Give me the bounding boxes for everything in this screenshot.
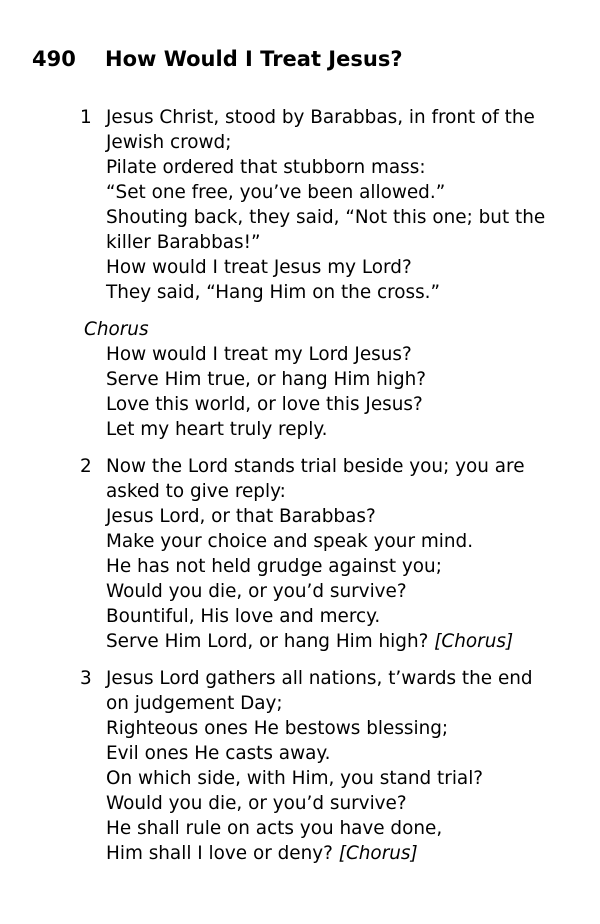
verse-line: killer Barabbas!” <box>106 232 261 253</box>
verse-line: Make your choice and speak your mind. <box>106 531 474 552</box>
verse-3 <box>80 666 580 866</box>
verse-line-text: Him shall I love or deny? <box>106 843 333 864</box>
verse-number: 1 <box>80 107 92 128</box>
verse-line: Evil ones He casts away. <box>106 743 331 764</box>
verse-line: Would you die, or you’d survive? <box>106 793 407 814</box>
verse-line: Jesus Lord gathers all nations, t’wards the end <box>106 668 533 689</box>
verse-line: Righteous ones He bestows blessing; <box>106 718 449 739</box>
verse-line-with-chorus-ref <box>106 841 580 866</box>
chorus-heading: Chorus <box>84 319 149 340</box>
chorus-lines <box>80 342 580 442</box>
hymn-number: 490 <box>32 47 76 71</box>
verse-line: How would I treat Jesus my Lord? <box>106 257 412 278</box>
chorus-reference: [Chorus] <box>338 843 418 864</box>
verse-line: on judgement Day; <box>106 693 283 714</box>
verse-line: Shouting back, they said, “Not this one; but the <box>106 207 546 228</box>
verse-line-with-chorus-ref <box>106 629 580 654</box>
verse-number: 3 <box>80 668 92 689</box>
verse-line: Jesus Christ, stood by Barabbas, in front of the <box>106 107 535 128</box>
verse-line: “Set one free, you’ve been allowed.” <box>106 182 446 203</box>
hymn-body <box>80 105 580 878</box>
verse-line: Bountiful, His love and mercy. <box>106 606 381 627</box>
chorus-line: Let my heart truly reply. <box>106 419 328 440</box>
verse-line: Would you die, or you’d survive? <box>106 581 407 602</box>
verse-line: Jewish crowd; <box>106 132 232 153</box>
chorus <box>80 317 580 442</box>
verse-line: Jesus Lord, or that Barabbas? <box>106 506 376 527</box>
verse-line: On which side, with Him, you stand trial? <box>106 768 484 789</box>
verse-line: asked to give reply: <box>106 481 286 502</box>
verse-1 <box>80 105 580 305</box>
hymn-header <box>32 43 403 75</box>
verse-number: 2 <box>80 456 92 477</box>
verse-2 <box>80 454 580 654</box>
verse-line: He shall rule on acts you have done, <box>106 818 443 839</box>
chorus-line: Serve Him true, or hang Him high? <box>106 369 427 390</box>
chorus-line: How would I treat my Lord Jesus? <box>106 344 412 365</box>
verse-line: They said, “Hang Him on the cross.” <box>106 282 441 303</box>
chorus-line: Love this world, or love this Jesus? <box>106 394 423 415</box>
verse-line-text: Serve Him Lord, or hang Him high? <box>106 631 429 652</box>
verse-line: Pilate ordered that stubborn mass: <box>106 157 426 178</box>
chorus-reference: [Chorus] <box>434 631 514 652</box>
verse-line: Now the Lord stands trial beside you; you are <box>106 456 525 477</box>
verse-line: He has not held grudge against you; <box>106 556 442 577</box>
hymn-title: How Would I Treat Jesus? <box>105 47 403 71</box>
